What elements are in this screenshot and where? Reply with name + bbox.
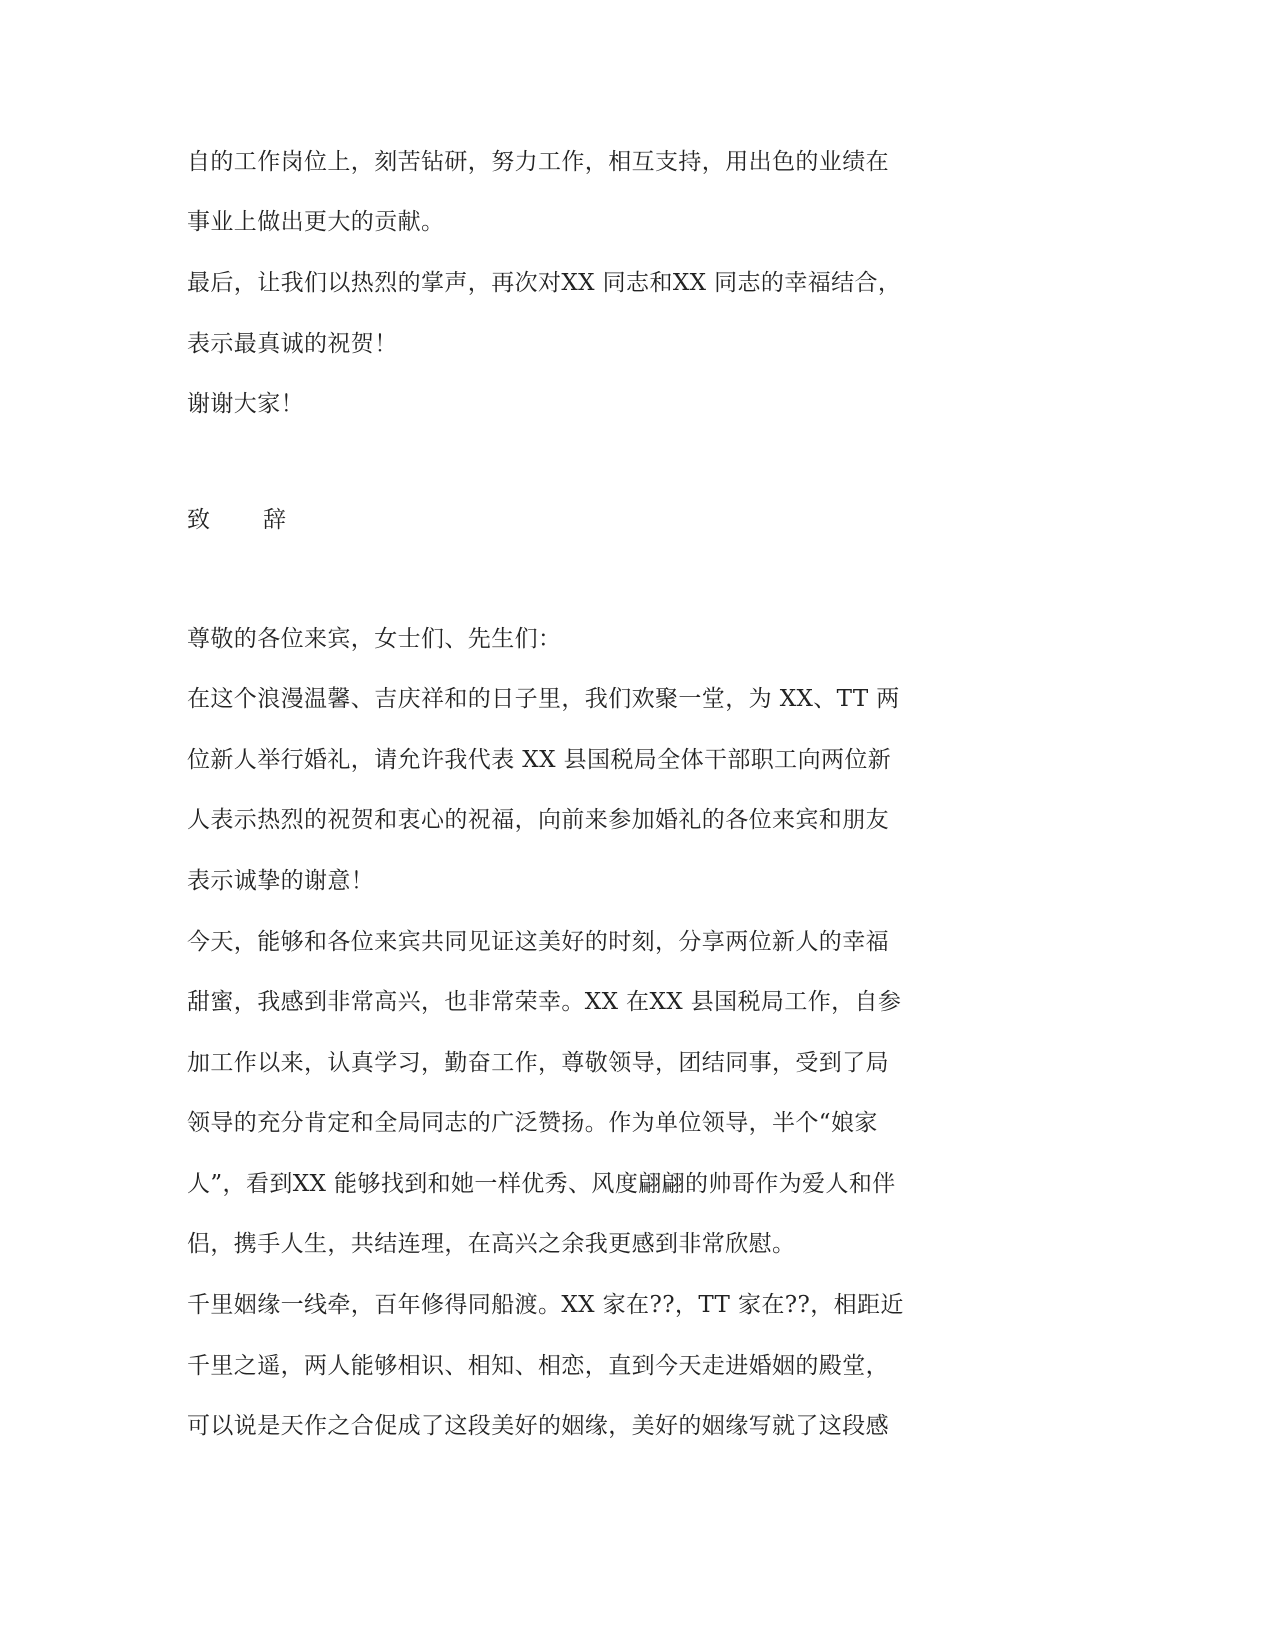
text-line: 在这个浪漫温馨、吉庆祥和的日子里，我们欢聚一堂，为 XX、TT 两 <box>187 686 900 712</box>
text-line: 表示最真诚的祝贺！ <box>187 331 398 357</box>
text-line: 位新人举行婚礼，请允许我代表 XX 县国税局全体干部职工向两位新 <box>187 747 892 773</box>
text-line: 谢谢大家！ <box>187 391 304 417</box>
text-line: 领导的充分肯定和全局同志的广泛赞扬。作为单位领导，半个“娘家 <box>187 1110 878 1136</box>
text-line: 人”，看到XX 能够找到和她一样优秀、风度翩翩的帅哥作为爱人和伴 <box>187 1171 896 1197</box>
text-line: 自的工作岗位上，刻苦钻研，努力工作，相互支持，用出色的业绩在 <box>187 149 889 175</box>
text-line: 尊敬的各位来宾，女士们、先生们： <box>187 626 562 652</box>
text-line: 最后，让我们以热烈的掌声，再次对XX 同志和XX 同志的幸福结合， <box>187 270 902 296</box>
text-line: 人表示热烈的祝贺和衷心的祝福，向前来参加婚礼的各位来宾和朋友 <box>187 807 889 833</box>
text-line: 表示诚挚的谢意！ <box>187 868 375 894</box>
text-line: 今天，能够和各位来宾共同见证这美好的时刻，分享两位新人的幸福 <box>187 929 889 955</box>
text-line: 甜蜜，我感到非常高兴，也非常荣幸。XX 在XX 县国税局工作，自参 <box>187 989 902 1015</box>
text-line: 加工作以来，认真学习，勤奋工作，尊敬领导，团结同事，受到了局 <box>187 1050 889 1076</box>
text-line: 千里姻缘一线牵，百年修得同船渡。XX 家在??，TT 家在??，相距近 <box>187 1292 904 1318</box>
text-line: 千里之遥，两人能够相识、相知、相恋，直到今天走进婚姻的殿堂， <box>187 1353 889 1379</box>
text-line: 可以说是天作之合促成了这段美好的姻缘，美好的姻缘写就了这段感 <box>187 1413 889 1439</box>
text-line: 事业上做出更大的贡献。 <box>187 209 445 235</box>
text-line: 侣，携手人生，共结连理，在高兴之余我更感到非常欣慰。 <box>187 1231 796 1257</box>
section-heading: 致辞 <box>187 507 339 533</box>
